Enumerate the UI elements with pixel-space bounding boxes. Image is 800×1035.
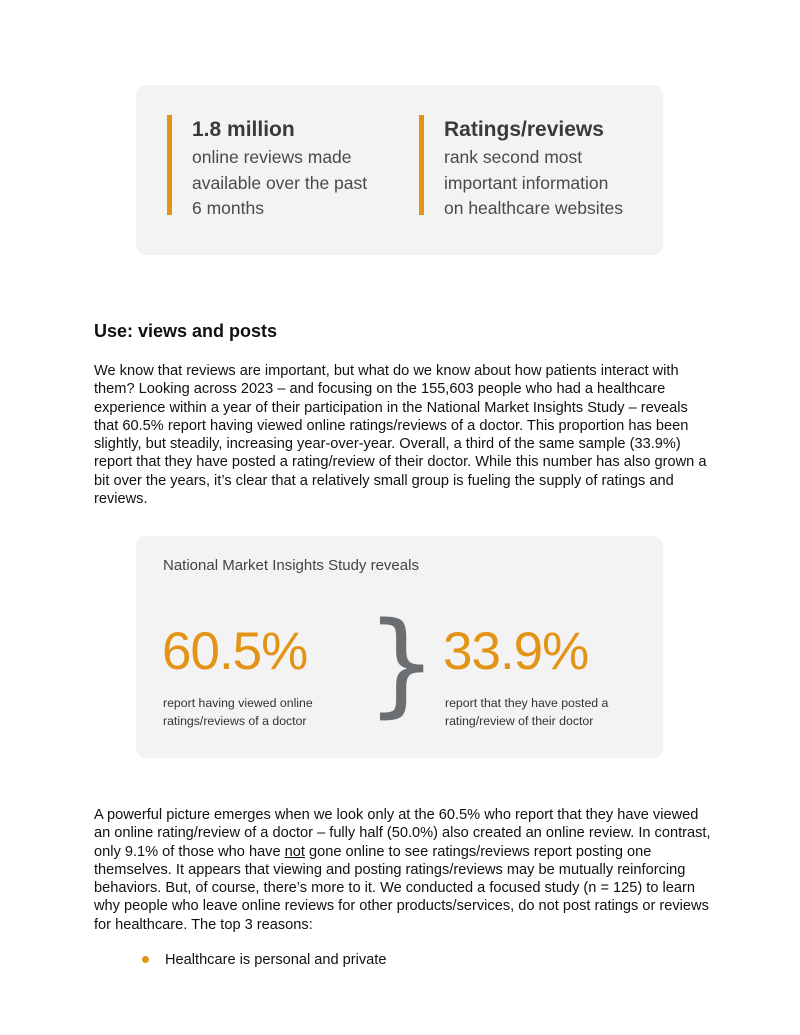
list-item	[142, 950, 386, 970]
body-paragraph: We know that reviews are important, but what do we know about how patients interact with them? Looking across 2023 – and focusing on the 155,603 people who had a healthcare experience within a year of their participation in the National Market Insights Study – reveals that 60.5% report having viewed online ratings/reviews of a doctor. This proportion has been slightly, but steadily, increasing year-over-year. Overall, a third of the same sample (33.9%) report that they have posted a rating/review of their doctor. While this number has also grown a bit over the years, it’s clear that a relatively small group is fueling the supply of ratings and reviews.	[94, 363, 707, 508]
bullet-icon	[142, 956, 149, 963]
stat-line: 6 months	[192, 198, 264, 218]
stat-ratings-rank	[419, 115, 623, 218]
stat-line: on healthcare websites	[444, 198, 623, 218]
metric-posted-caption	[445, 695, 645, 730]
stat-line: online reviews made	[192, 147, 352, 167]
body-paragraph	[94, 806, 714, 934]
study-card-title: National Market Insights Study reveals	[163, 557, 419, 574]
stat-headline: 1.8 million	[192, 118, 295, 141]
stats-card	[136, 85, 663, 255]
stat-line: important information	[444, 172, 609, 193]
underlined-word: not	[284, 843, 305, 860]
reasons-list	[142, 950, 386, 970]
list-item-text: Healthcare is personal and private	[165, 952, 387, 968]
stat-description	[444, 145, 623, 222]
caption-line: ratings/reviews of a doctor	[163, 713, 307, 728]
metric-viewed-value: 60.5%	[162, 622, 308, 681]
section-title: Use: views and posts	[94, 321, 278, 341]
metric-posted-value: 33.9%	[443, 622, 589, 681]
paragraph-text: A powerful picture emerges when we look only at the 60.5% who report that they have viewed an online rating/review of a doctor – fully half (50.0%) also created an online review. In contrast, only 9.1% of those who have	[94, 807, 711, 860]
brace-icon: }	[366, 599, 438, 729]
paragraph-text: gone online to see ratings/reviews report posting one themselves. It appears that viewing and posting ratings/reviews may be mutually reinforcing behaviors. But, of course, there’s more to it. We conducted a focused study (n = 125) to learn why people who leave online reviews for other products/services, do not post ratings or reviews for healthcare. The top 3 reasons:	[94, 843, 709, 933]
stat-description	[192, 145, 367, 222]
stat-headline: Ratings/reviews	[444, 118, 604, 141]
stat-reviews-count	[167, 115, 368, 218]
study-card	[136, 536, 663, 758]
caption-line: report that they have posted a	[445, 696, 609, 710]
metric-viewed-caption	[163, 695, 363, 730]
stat-line: rank second most	[444, 147, 583, 167]
caption-line: report having viewed online	[163, 696, 313, 710]
stat-line: available over the past	[192, 172, 368, 193]
caption-line: rating/review of their doctor	[445, 713, 594, 728]
